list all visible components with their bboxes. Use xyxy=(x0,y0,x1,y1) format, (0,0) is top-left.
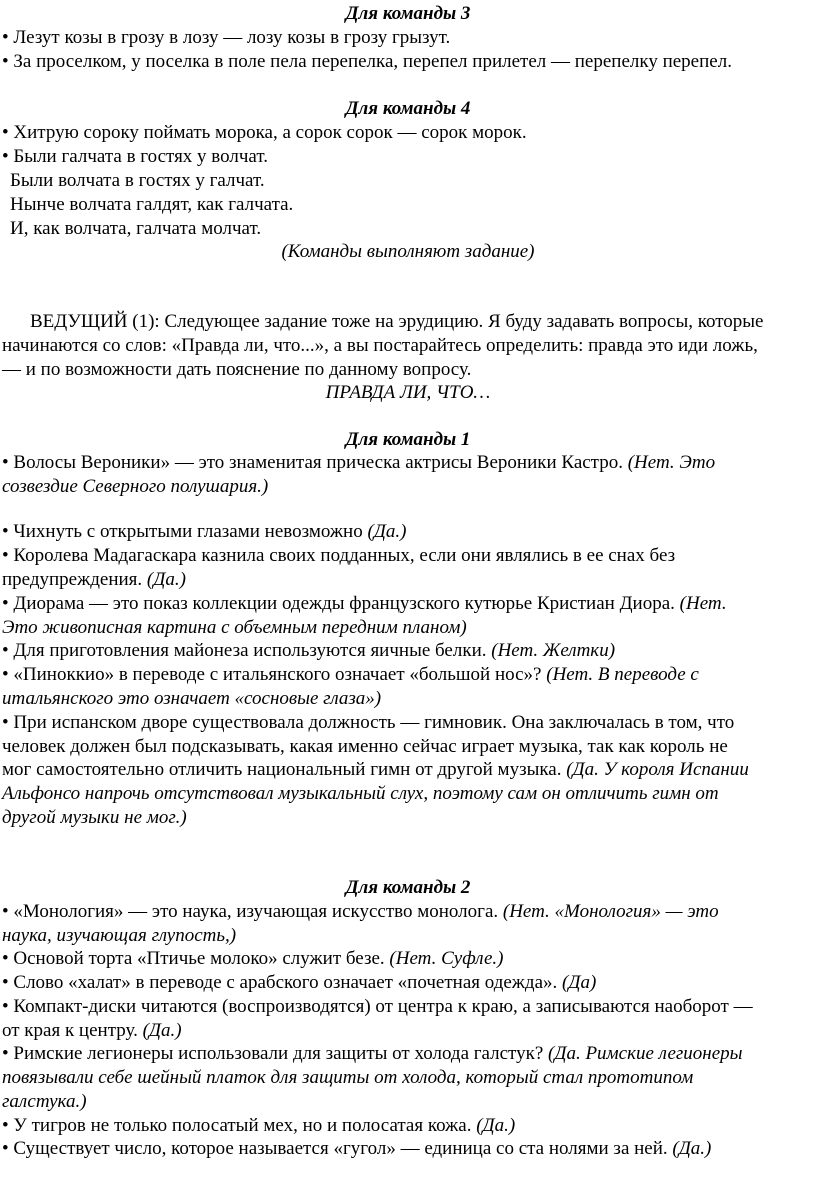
team2-q4: • Компакт-диски читаются (воспроизводятся) от центра к краю, а записываются наоборот — xyxy=(2,996,753,1017)
team1-q4: • Диорама — это показ коллекции одежды французского кутюрье Кристиан Диора. (Нет. xyxy=(2,593,727,614)
team2-q1-answer: наука, изучающая глупость,) xyxy=(2,925,237,946)
team4-note: (Команды выполняют задание) xyxy=(281,241,535,262)
team1-q5: • Для приготовления майонеза используются яичные белки. (Нет. Желтки) xyxy=(2,640,616,661)
team2-q5-answer: повязывали себе шейный платок для защиты от холода, который стал прототипом xyxy=(2,1067,694,1088)
team1-q7-answer-end: другой музыки не мог.) xyxy=(2,807,187,828)
team2-q3: • Слово «халат» в переводе с арабского означает «почетная одежда». (Да) xyxy=(2,972,597,993)
host-title: ПРАВДА ЛИ, ЧТО… xyxy=(325,382,491,403)
team1-q7-answer: Альфонсо напрочь отсутствовал музыкальный слух, поэтому сам он отличить гимн от xyxy=(2,783,719,804)
team4-heading: Для команды 4 xyxy=(345,98,471,119)
team2-q5-answer-end: галстука.) xyxy=(2,1091,87,1112)
team1-q3-cont: предупреждения. (Да.) xyxy=(2,569,186,590)
team2-q6: • У тигров не только полосатый мех, но и полосатая кожа. (Да.) xyxy=(2,1115,516,1136)
team1-q1-answer: созвездие Северного полушария.) xyxy=(2,476,269,497)
team2-heading: Для команды 2 xyxy=(345,877,471,898)
team1-q3: • Королева Мадагаскара казнила своих подданных, если они являлись в ее снах без xyxy=(2,545,676,566)
team1-q2: • Чихнуть с открытыми глазами невозможно (Да.) xyxy=(2,521,407,542)
team4-line-5: И, как волчата, галчата молчат. xyxy=(10,218,262,239)
team2-q5: • Римские легионеры использовали для защиты от холода галстук? (Да. Римские легионеры xyxy=(2,1043,743,1064)
team1-q7: • При испанском дворе существовала должность — гимновик. Она заключалась в том, что xyxy=(2,712,735,733)
team3-heading: Для команды 3 xyxy=(345,3,471,24)
host-line-1: ВЕДУЩИЙ (1): Следующее задание тоже на эрудицию. Я буду задавать вопросы, которые xyxy=(30,311,764,332)
team2-q4-cont: от края к центру. (Да.) xyxy=(2,1020,182,1041)
team4-line-4: Нынче волчата галдят, как галчата. xyxy=(10,194,294,215)
team1-q1: • Волосы Вероники» — это знаменитая прическа актрисы Вероники Кастро. (Нет. Это xyxy=(2,452,716,473)
team4-line-2: • Были галчата в гостях у волчат. xyxy=(2,146,268,167)
team2-q7: • Существует число, которое называется «гугол» — единица со ста нолями за ней. (Да.) xyxy=(2,1138,712,1159)
host-line-3: — и по возможности дать пояснение по данному вопросу. xyxy=(2,359,472,380)
team3-line-2: • За проселком, у поселка в поле пела перепелка, перепел прилетел — перепелку перепел. xyxy=(2,51,732,72)
host-line-2: начинаются со слов: «Правда ли, что...», а вы постарайтесь определить: правда это иди ложь, xyxy=(2,335,758,356)
team1-q7-line3: мог самостоятельно отличить национальный гимн от другой музыка. (Да. У короля Испании xyxy=(2,759,749,780)
team1-q4-answer: Это живописная картина с объемным передним планом) xyxy=(2,617,467,638)
team4-line-1: • Хитрую сороку поймать морока, а сорок сорок — сорок морок. xyxy=(2,122,527,143)
team1-q6: • «Пиноккио» в переводе с итальянского означает «большой нос»? (Нет. В переводе с xyxy=(2,664,699,685)
team4-line-3: Были волчата в гостях у галчат. xyxy=(10,170,265,191)
team3-line-1: • Лезут козы в грозу в лозу — лозу козы в грозу грызут. xyxy=(2,27,451,48)
team1-heading: Для команды 1 xyxy=(345,429,471,450)
team1-q6-answer: итальянского это означает «сосновые глаза») xyxy=(2,688,382,709)
team2-q2: • Основой торта «Птичье молоко» служит безе. (Нет. Суфле.) xyxy=(2,948,504,969)
team1-q7-line2: человек должен был подсказывать, какая именно сейчас играет музыка, так как король не xyxy=(2,736,728,757)
team2-q1: • «Монология» — это наука, изучающая искусство монолога. (Нет. «Монология» — это xyxy=(2,901,719,922)
